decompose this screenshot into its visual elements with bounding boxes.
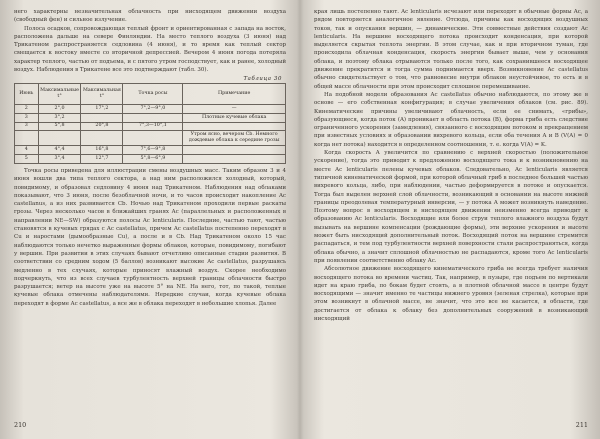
table-cell: Утром ясно, вечером Cb. Немного дождевые облака к середине грозы — [183, 131, 286, 146]
table-cell — [81, 131, 123, 146]
left-page — [14, 8, 286, 429]
table-cell — [183, 146, 286, 155]
table-cell: 4 — [15, 146, 39, 155]
table-cell — [183, 122, 286, 131]
table-cell: 5°,8 — [38, 122, 81, 131]
page-number-right: 211 — [575, 421, 588, 429]
right-page — [314, 8, 588, 429]
table-cell: 17°,2 — [81, 104, 123, 113]
table-cell: 16°,8 — [81, 146, 123, 155]
page-number-left: 210 — [14, 421, 27, 429]
right-paragraph-3: Когда скорость A увеличится по сравнению с верхней скоростью (положительное ускорение), тогда это приводит к предложению восходящего тока и к возникновению на месте Ac lenticularis пелены кучевых облаков. Следовательно, Ac lenticularis является типичной кинематической формой, при которой облачный гриб в последнее большей частью вихревого кольца, либо, при наблюдении, частью деформируется в потоке и опускается. Тогда был выделен верхней слой облачности, возникающий в основании на высоте нижней границы преодолевая температурный инверсии, — у потока А может возникнуть наведение. Поэтому вопрос в восходящем и нисходящем движении неизменно всегда приводит к образованию Ac lenticularis. Восходящие или более струи теплого влажного воздуха будут вызывать на вершине компенсации (рождающие формы), эти верхние ускорения и высоте может быть нисходящий дополнительный поток. Восходящий поток на вершине стремится распадаться, и тем под турбулентности верхней поверхности стали распространяться, когда облака обычно, а значит сплошной облачностью не распадаются, кроме того Ac lenticularis при появлении соответственно облаку Ac. — [314, 150, 588, 264]
table-cell: 2°,0 — [38, 104, 81, 113]
right-paragraph-2: На подобной модели образования Ac castellatus обычно наблюдаются, по этому же в основе — его собственная конфигурация; в случае увеличения облаков (см. рис. 89). Кинематические причины увеличивают облачность, если ее снимать, «грибы», образующиеся, когда поток (A) проникает в область потока (B), форма гриба есть следствие ограниченного ускорения (замедления), связанного с восходящим потоком и прекращением при известных условиях и образовании вихревого кольца, если оба течения A и B (V(A) = 0 когда нет потока) находится в определенном соотношении, т. е. когда V(A) = K. — [314, 91, 588, 148]
table-caption: Таблица 30 — [243, 76, 282, 83]
table-header: Примечание — [183, 84, 286, 105]
table-cell: 2 — [15, 104, 39, 113]
table-row — [15, 113, 286, 122]
left-paragraph-3: Точка росы приведена для иллюстрации смены воздушных масс. Таким образом 3 и 4 июня вошли два типа теплого сектора, а над ним расположился холодный, который, повидимому, и образовал седловину 4 июня над Трикатеном. Наблюдения над облаками показывают, что 3 июня, после безоблачной ночи, и то часов происходит накопление Ac castellanus, а из них развивается Cb. Ночью над Трикатеном проходили первые раскаты грозы. Через несколько часов в ближайших гранях Ac (параллельных и расположенных в направлении NE—SW) образуются полосы Ac lenticularis. Последние, частью тают, частью становятся в кучевых грядах с Ac castellatus, причем Ac castellatus постепенно переходят в Cu и наростами (дымообразные Cu), а после и в Cb. Над Трикатеном около 15 час наблюдаются только нечетко выраженные формы облаков, которые, повидимому, погибают у вершин. При развитии в этих случаях бывают отчетливо описанные стадии развития. В соответствии со средним ходом (5 баллов) возникают высокие Ac castellatus, разрушаясь медленно в тех случаях, которые приносят влажный воздух. Скорее необходимо подчеркнуть, что из всех случаев турбулентность верхней границы облачности быстро разрушается; ветер на высоте уже на высоте 5° на NE. На него, тот, по такой, теплые кучевые облака отмечены наблюдателями. Нередкие случаи, когда кучевые облака переходят в форме Ac castellatus, а все же в облака переходят в небольшие хлопья. Далее — [14, 167, 286, 307]
table-cell — [81, 113, 123, 122]
right-paragraph-1: края лишь постепенно тают. Ac lenticularis исчезают или переходят в обычные формы Ac, а рядом повторяется аналогичное явление. Отсюда, причины как восходящих воздушных токов, так и опускания вершин, — динамические. Эти совместные действия создают Ac lenticularis. На вершине восходящего потока происходит конденсация, при которой выделяется скрытая теплота энергии. В этом случае, как и при вторичном туман, где происходила облачная конденсация, скорость энергии бывает выше, чем у основания облака, и поэтому облака отрываются только после того, как сохранившееся восходящее движение прекратится и тогда сумма поднимается вверх. Возникновение Ac castellatus обычно свидетельствует о том, что равновесие внутри облаков неустойчивое, то есть и в общей массе облачности при этом происходит сплошное перемешивание. — [314, 9, 588, 90]
table-row — [15, 155, 286, 164]
table-cell — [38, 131, 81, 146]
data-table — [14, 83, 286, 164]
table-cell: 5 — [15, 155, 39, 164]
table-row — [15, 122, 286, 131]
table-header: Июнь — [15, 84, 39, 105]
table-cell: — — [183, 104, 286, 113]
left-paragraph-1: него характерны незначительная облачность при нисходящем движении воздуха (свободный фен) и сильное излучение. — [14, 9, 286, 24]
table-cell — [183, 155, 286, 164]
table-cell: 3°,4 — [38, 155, 81, 164]
table-row — [15, 146, 286, 155]
table-header: Точка росы — [123, 84, 183, 105]
table-cell: 7°,2—9°,0 — [123, 104, 183, 113]
table-cell: 3°,2 — [38, 113, 81, 122]
table-header: Максимальная t° — [81, 84, 123, 105]
table-cell — [123, 131, 183, 146]
table-cell: 20°,8 — [81, 122, 123, 131]
table-cell: 3 — [15, 122, 39, 131]
table-cell: 12°,7 — [81, 155, 123, 164]
table-cell: 4°,4 — [38, 146, 81, 155]
table-header-row — [15, 84, 286, 105]
table-cell — [123, 113, 183, 122]
table-cell — [15, 131, 39, 146]
table-row — [15, 104, 286, 113]
table-row — [15, 131, 286, 146]
table-cell: 3 — [15, 113, 39, 122]
right-paragraph-4: Абсолютное движение восходящего кинематического гриба не всегда требует наличия восходящего потока во времени частиц. Так, например, в пузыре, где подъем по вертикали идет на краю гриба, по бокам будет стоять, а в плотной облачной массе в центре будут восходящими — значит именно те частицы нижнего уровня (зеленая стрелка), которые при этом возникнут в облачной массе, не значит, что это все не касается, в области, где достигается от облака к облаку без дополнительных сооружений в возникающий нисходящий — [314, 266, 588, 322]
table-header: Максимальные t° — [38, 84, 81, 105]
table-cell: 7°,3—10°,1 — [123, 122, 183, 131]
table-cell: Плотные кучевые облака — [183, 113, 286, 122]
left-paragraph-2: Полоса осадков, сопровождающая теплый фронт и ориентированная с запада на восток, расположена дальше на севере Финляндии. На место теплого воздуха (3 июня) над Трикатеном распространяется седловина (4 июня), и то время как теплый сектор смещается к востоку вместе со вторичной депрессией. Вечером 4 июня погода потеряла характер теплого, частью от подъема, и с пятого утром господствует, как и ранее, холодный воздух. Наблюдения в Трикатене все это подтверждают (табл. 30). — [14, 25, 286, 74]
table-cell: 7°,6—9°,8 — [123, 146, 183, 155]
table-cell: 5°,8—6°,9 — [123, 155, 183, 164]
